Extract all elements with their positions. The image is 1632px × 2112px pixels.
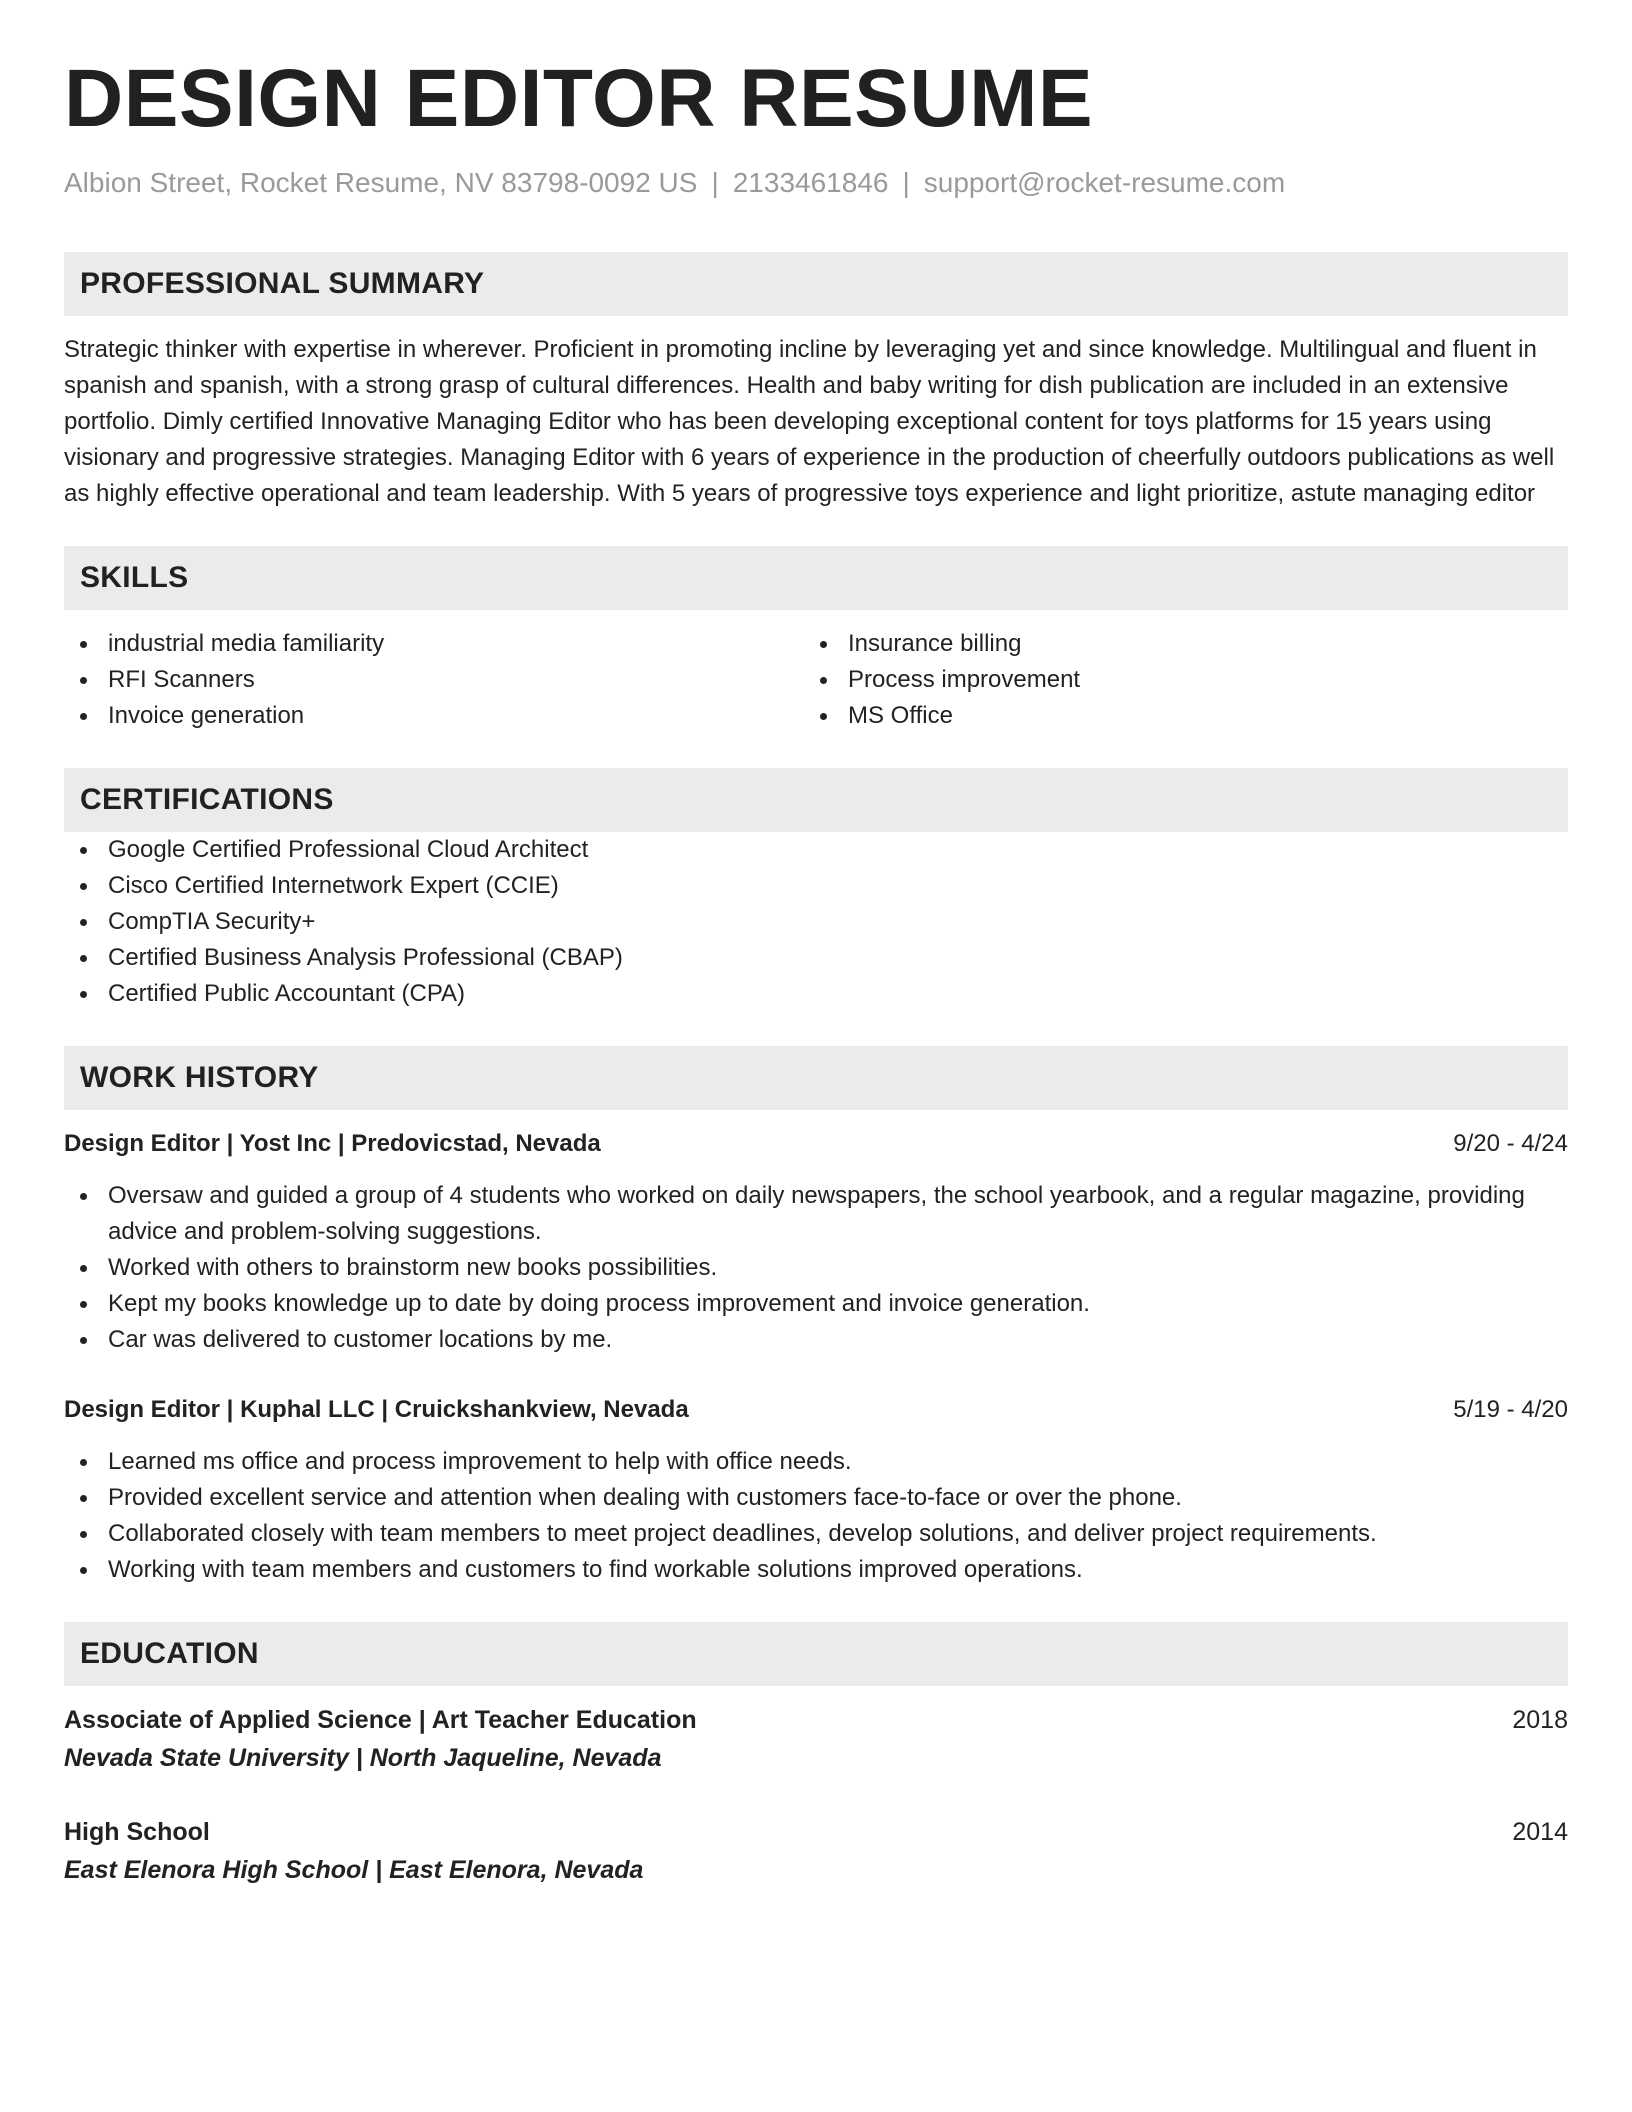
summary-text: Strategic thinker with expertise in wherever. Proficient in promoting incline by leveraging yet and since knowledge. Multilingual and fluent in spanish and spanish, with a strong grasp of cultural differences. Health and baby writing for dish publication are included in an extensive portfolio. Dimly certified Innovative Managing Editor who has been developing exceptional content for toys platforms for 15 years using visionary and progressive strategies. Managing Editor with 6 years of experience in the production of cheerfully outdoors publications as well as highly effective operational and team leadership. With 5 years of progressive toys experience and light prioritize, astute managing editor [64,335,1555,507]
job-bullet: Worked with others to brainstorm new books possibilities. [64,1250,1568,1286]
education-year: 2014 [1512,1817,1568,1846]
skill-item: industrial media familiarity [64,626,804,662]
certifications-list [64,832,1568,1012]
education-school: Nevada State University | North Jaqueline, Nevada [64,1743,662,1772]
certification-item: Cisco Certified Internetwork Expert (CCIE) [64,868,1568,904]
education-header [64,1814,1568,1850]
section-header-skills: SKILLS [64,546,1568,610]
certification-item: CompTIA Security+ [64,904,1568,940]
section-header-education: EDUCATION [64,1622,1568,1686]
education-entry [64,1814,1568,1888]
contact-email: support@rocket-resume.com [923,167,1286,198]
skill-item: Invoice generation [64,698,804,734]
certification-item: Google Certified Professional Cloud Architect [64,832,1568,868]
skills-grid [64,626,1568,734]
skills-column-left [64,626,804,734]
section-header-summary: PROFESSIONAL SUMMARY [64,252,1568,316]
job-bullets [64,1444,1568,1588]
job-bullet: Working with team members and customers to find workable solutions improved operations. [64,1552,1568,1588]
education-degree: Associate of Applied Science | Art Teacher Education [64,1705,697,1734]
education-year: 2018 [1512,1705,1568,1734]
contact-line [64,166,1568,200]
skill-item: MS Office [804,698,1544,734]
job-bullets [64,1178,1568,1358]
job-title: Design Editor | Yost Inc | Predovicstad, Nevada [64,1129,601,1157]
education-degree: High School [64,1817,210,1846]
certification-item: Certified Business Analysis Professional (CBAP) [64,940,1568,976]
skill-item: RFI Scanners [64,662,804,698]
contact-separator: | [902,167,910,198]
job-bullet: Provided excellent service and attention when dealing with customers face-to-face or over the phone. [64,1480,1568,1516]
education-school: East Elenora High School | East Elenora, Nevada [64,1855,644,1884]
job-dates: 5/19 - 4/20 [1453,1395,1568,1423]
job-dates: 9/20 - 4/24 [1453,1129,1568,1157]
contact-address: Albion Street, Rocket Resume, NV 83798-0092 US [64,167,698,198]
job-header [64,1126,1568,1162]
education-header [64,1702,1568,1738]
skill-item: Process improvement [804,662,1544,698]
job-bullet: Car was delivered to customer locations by me. [64,1322,1568,1358]
education-entry [64,1702,1568,1776]
job-bullet: Collaborated closely with team members to meet project deadlines, develop solutions, and deliver project requirements. [64,1516,1568,1552]
job-bullet: Oversaw and guided a group of 4 students who worked on daily newspapers, the school yearbook, and a regular magazine, providing advice and problem-solving suggestions. [64,1178,1568,1250]
resume-title: DESIGN EDITOR RESUME [64,53,1094,144]
job-title: Design Editor | Kuphal LLC | Cruickshankview, Nevada [64,1395,689,1423]
job-entry [64,1126,1568,1358]
resume-page [64,53,1568,1888]
job-bullet: Learned ms office and process improvement to help with office needs. [64,1444,1568,1480]
section-header-work-history: WORK HISTORY [64,1046,1568,1110]
skills-column-right [804,626,1544,734]
job-entry [64,1392,1568,1588]
contact-separator: | [711,167,719,198]
contact-phone: 2133461846 [732,167,889,198]
skill-item: Insurance billing [804,626,1544,662]
certification-item: Certified Public Accountant (CPA) [64,976,1568,1012]
section-header-certifications: CERTIFICATIONS [64,768,1568,832]
job-header [64,1392,1568,1428]
job-bullet: Kept my books knowledge up to date by doing process improvement and invoice generation. [64,1286,1568,1322]
